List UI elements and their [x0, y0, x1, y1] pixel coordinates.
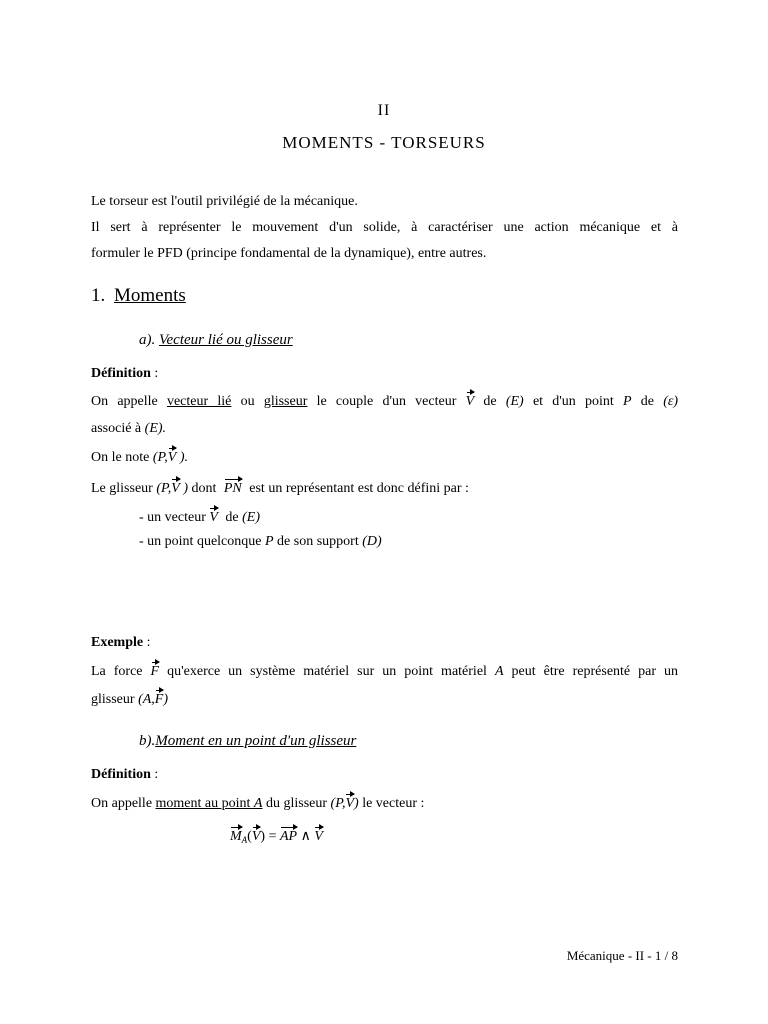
text: peut être représenté par un — [511, 664, 679, 679]
vector-v: V — [314, 829, 323, 844]
point-p: P — [264, 534, 274, 549]
definition-a — [91, 366, 158, 382]
vector-m: M — [230, 829, 242, 844]
text: glisseur — [91, 692, 135, 707]
definition-a-line-1 — [91, 394, 678, 410]
example-line-2 — [91, 692, 168, 708]
intro-line-1: Le torseur est l'outil privilégié de la mécanique. — [91, 194, 358, 209]
text: de — [225, 510, 239, 525]
subsection-title: Vecteur lié ou glisseur — [159, 332, 293, 348]
text: (P, — [330, 796, 346, 811]
moment-formula — [230, 828, 323, 845]
vector-v: V — [465, 394, 475, 409]
glisseur-line — [91, 481, 469, 497]
text: qu'exerce un système matériel sur un point matériel — [167, 664, 487, 679]
section-heading-moments — [91, 285, 186, 307]
subsection-label: a). — [139, 332, 156, 348]
intro-line-2: Il sert à représenter le mouvement d'un solide, à caractériser une action mécanique et à — [91, 220, 678, 235]
text: de — [483, 394, 497, 409]
text: (P, — [156, 481, 172, 496]
bullet-item-1 — [139, 510, 260, 526]
set-e: (E). — [144, 421, 167, 436]
text: dont — [191, 481, 217, 496]
text: associé à — [91, 421, 142, 436]
vector-v: V — [251, 829, 261, 844]
text: ) — [183, 481, 188, 496]
term-vecteur-lie: vecteur lié — [166, 394, 232, 409]
text: ) — [354, 796, 359, 811]
colon: : — [150, 366, 159, 381]
vector-v: V — [345, 796, 355, 811]
text: ). — [179, 450, 188, 465]
vector-f: F — [154, 692, 164, 707]
text: ( — [247, 829, 252, 844]
text: ) — [260, 829, 266, 844]
text: le vecteur : — [362, 796, 425, 811]
chapter-number: II — [377, 102, 391, 119]
set-e: (E) — [242, 510, 261, 525]
point-p: P — [623, 394, 632, 409]
colon: : — [143, 635, 151, 650]
set-e: (E) — [505, 394, 524, 409]
text: Le glisseur — [91, 481, 153, 496]
vector-v: V — [167, 450, 177, 465]
term-glisseur: glisseur — [263, 394, 308, 409]
subscript-a: A — [241, 835, 248, 845]
term-moment: moment au point — [155, 796, 251, 811]
colon: : — [150, 767, 159, 782]
bullet-item-2 — [139, 534, 382, 550]
text: le couple d'un vecteur — [316, 394, 457, 409]
wedge-operator: ∧ — [297, 829, 315, 844]
text: du glisseur — [265, 796, 328, 811]
intro-line-3: formuler le PFD (principe fondamental de la dynamique), entre autres. — [91, 246, 487, 261]
text: - un point quelconque — [139, 534, 262, 549]
text: de — [640, 394, 654, 409]
point-a: A — [494, 664, 504, 679]
notation-line — [91, 450, 188, 466]
page-footer: Mécanique - II - 1 / 8 — [566, 948, 678, 963]
text: (P, — [152, 450, 168, 465]
text: est un représentant est donc défini par : — [249, 481, 469, 496]
equals-sign: = — [265, 829, 280, 844]
text: On appelle — [91, 796, 153, 811]
set-epsilon: (ε) — [663, 394, 679, 409]
example-line-1 — [91, 664, 678, 680]
section-title: Moments — [114, 285, 186, 306]
page-title: MOMENTS - TORSEURS — [282, 133, 486, 152]
vector-v: V — [209, 510, 218, 525]
subsection-label: b). — [139, 733, 156, 749]
subsection-title: Moment en un point d'un glisseur — [155, 733, 357, 749]
definition-b-line — [91, 796, 424, 812]
vector-f: F — [150, 664, 160, 679]
text: La force — [91, 664, 143, 679]
text: (A, — [138, 692, 155, 707]
text: de son support — [277, 534, 359, 549]
subsection-heading-a — [139, 332, 293, 349]
section-number: 1. — [91, 285, 106, 306]
text: On appelle — [91, 394, 158, 409]
vector-v: V — [171, 481, 180, 496]
text: On le note — [91, 450, 150, 465]
definition-label: Définition — [91, 366, 151, 381]
vector-pn: PN — [223, 481, 242, 496]
point-a: A — [253, 796, 263, 811]
subsection-heading-b — [139, 733, 356, 750]
support-d: (D) — [362, 534, 382, 549]
text: - un vecteur — [139, 510, 206, 525]
definition-b — [91, 767, 158, 783]
text: ) — [163, 692, 169, 707]
definition-a-line-2 — [91, 421, 166, 437]
text: ou — [240, 394, 255, 409]
example-label-line — [91, 635, 151, 651]
vector-ap: AP — [279, 829, 298, 844]
example-label: Exemple — [91, 635, 144, 650]
text: et d'un point — [532, 394, 614, 409]
definition-label: Définition — [91, 767, 151, 782]
